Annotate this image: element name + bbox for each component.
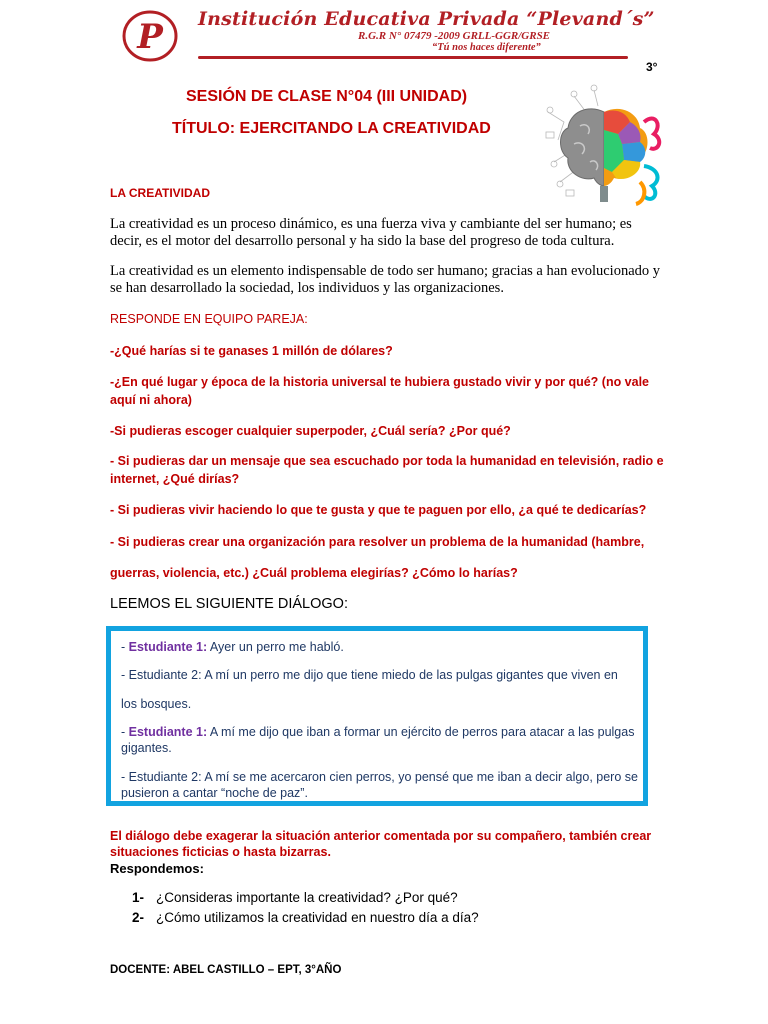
- dialogue-text: A mí me dijo que iban a formar un ejército de perros para atacar a las pulgas gigantes.: [121, 725, 635, 755]
- header-divider: [198, 56, 628, 59]
- final-question-number: 2-: [132, 910, 145, 925]
- intro-paragraph-2: La creatividad es un elemento indispensable de todo ser humano; gracias a han evolucionado y se han desarrollado la sociedad, los individuos y las organizaciones.: [110, 263, 661, 296]
- dialogue-instruction-note: El diálogo debe exagerar la situación anterior comentada por su compañero, también crear situaciones ficticias o hasta bizarras.: [110, 829, 652, 859]
- question-6: - Si pudieras crear una organización para resolver un problema de la humanidad (hambre,: [110, 535, 645, 549]
- grade-label: 3°: [646, 60, 658, 74]
- dialogue-line-1: [121, 639, 639, 655]
- respond-heading: Respondemos:: [110, 861, 204, 876]
- colorful-brain-illustration: [540, 82, 668, 210]
- dialogue-heading: LEEMOS EL SIGUIENTE DIÁLOGO:: [110, 596, 348, 612]
- session-title: SESIÓN DE CLASE N°04 (III UNIDAD): [186, 88, 468, 105]
- school-motto: “Tú nos haces diferente”: [432, 42, 541, 53]
- dialogue-box: [106, 626, 648, 806]
- final-question-1: [132, 890, 458, 905]
- logo-letter: P: [137, 17, 163, 57]
- school-name: Institución Educativa Privada “Plevand´s”: [198, 8, 655, 30]
- final-question-text: ¿Cómo utilizamos la creatividad en nuestro día a día?: [156, 910, 479, 925]
- dialogue-text: Ayer un perro me habló.: [207, 640, 344, 654]
- dialogue-line-2: - Estudiante 2: A mí un perro me dijo que tiene miedo de las pulgas gigantes que viven en: [121, 668, 618, 682]
- question-3: -Si pudieras escoger cualquier superpoder, ¿Cuál sería? ¿Por qué?: [110, 424, 511, 438]
- question-4: - Si pudieras dar un mensaje que sea escuchado por toda la humanidad en televisión, radio e internet, ¿Qué dirías?: [110, 454, 664, 486]
- final-question-2: [132, 910, 479, 925]
- section-heading: LA CREATIVIDAD: [110, 186, 210, 200]
- question-1: -¿Qué harías si te ganases 1 millón de dólares?: [110, 344, 393, 358]
- dialogue-line-4: - Estudiante 2: A mí se me acercaron cien perros, yo pensé que me iban a decir algo, pero se pusieron a cantar “noche de paz”.: [121, 770, 638, 800]
- team-instruction: RESPONDE EN EQUIPO PAREJA:: [110, 312, 308, 326]
- school-header: [120, 8, 680, 64]
- lesson-title: TÍTULO: EJERCITANDO LA CREATIVIDAD: [172, 120, 491, 137]
- dialogue-line-3: [121, 724, 639, 756]
- speaker-student-1: Estudiante 1:: [128, 725, 208, 739]
- dialogue-line-2-continued: los bosques.: [121, 697, 192, 711]
- question-5: - Si pudieras vivir haciendo lo que te gusta y que te paguen por ello, ¿a qué te dedicarías?: [110, 503, 647, 517]
- school-logo-icon: [120, 10, 184, 62]
- dialogue-dash: -: [121, 725, 129, 739]
- final-question-text: ¿Consideras importante la creatividad? ¿Por qué?: [156, 890, 458, 905]
- question-2: -¿En qué lugar y época de la historia universal te hubiera gustado vivir y por qué? (no vale aquí ni ahora): [110, 375, 650, 407]
- dialogue-dash: -: [121, 640, 129, 654]
- teacher-footer: DOCENTE: ABEL CASTILLO – EPT, 3°AÑO: [110, 964, 342, 976]
- final-question-number: 1-: [132, 890, 145, 905]
- intro-paragraph-1: La creatividad es un proceso dinámico, es una fuerza viva y cambiante del ser humano; es decir, es el motor del desarrollo personal y ha sido la base del progreso de toda cultura.: [110, 216, 632, 249]
- question-6-continued: guerras, violencia, etc.) ¿Cuál problema elegirías? ¿Cómo lo harías?: [110, 566, 518, 580]
- speaker-student-1: Estudiante 1:: [128, 640, 208, 654]
- school-registration: R.G.R N° 07479 -2009 GRLL-GGR/GRSE: [358, 30, 551, 42]
